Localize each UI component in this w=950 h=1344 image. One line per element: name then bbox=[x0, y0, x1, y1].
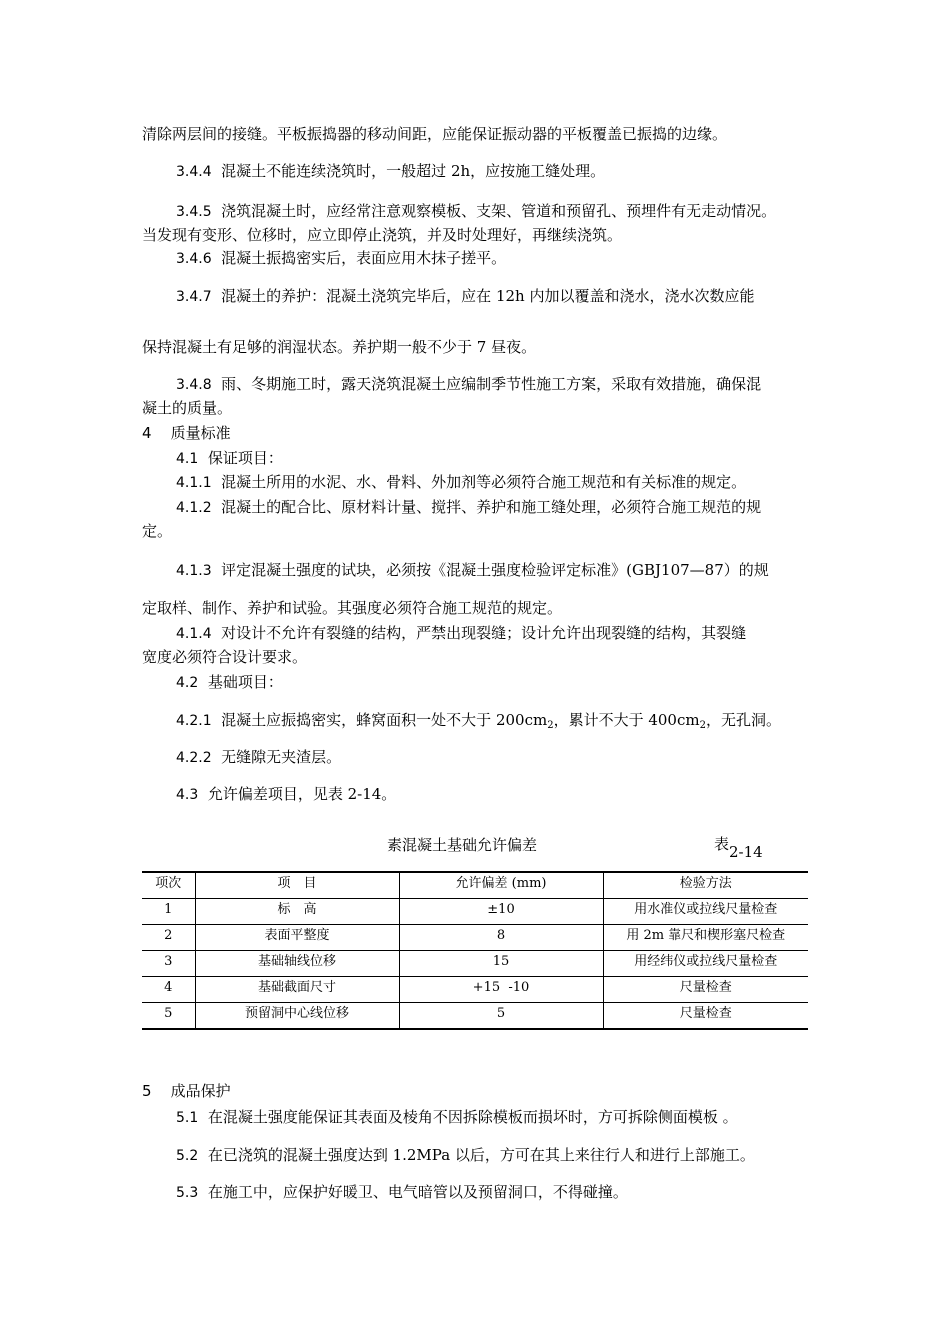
paragraph: 5.1 在混凝土强度能保证其表面及棱角不因拆除模板而损坏时，方可拆除侧面模板 。 bbox=[176, 1108, 738, 1126]
paragraph: 3.4.4 混凝土不能连续浇筑时，一般超过 2h，应按施工缝处理。 bbox=[176, 162, 606, 180]
paragraph: 4.1 保证项目： bbox=[176, 449, 283, 467]
table-cell: 用水准仪或拉线尺量检查 bbox=[603, 899, 808, 925]
paragraph: 4.1.1 混凝土所用的水泥、水、骨料、外加剂等必须符合施工规范和有关标准的规定。 bbox=[176, 473, 747, 491]
table-cell: 表面平整度 bbox=[195, 925, 399, 951]
paragraph-continuation: 定取样、制作、养护和试验。其强度必须符合施工规范的规定。 bbox=[142, 599, 563, 617]
table-cell: 15 bbox=[399, 951, 603, 977]
section-heading: 5 成品保护 bbox=[142, 1082, 231, 1100]
section-heading: 4 质量标准 bbox=[142, 424, 231, 442]
table-cell: 预留洞中心线位移 bbox=[195, 1003, 399, 1030]
table-cell: 2 bbox=[142, 925, 195, 951]
table-row bbox=[142, 977, 808, 1003]
table-header-row bbox=[142, 872, 808, 899]
paragraph: 4.1.3 评定混凝土强度的试块，必须按《混凝土强度检验评定标准》(GBJ107—87）的规 bbox=[176, 561, 769, 579]
table-cell: 标 高 bbox=[195, 899, 399, 925]
paragraph: 4.1.2 混凝土的配合比、原材料计量、搅拌、养护和施工缝处理，必须符合施工规范的规 bbox=[176, 498, 762, 516]
table-cell: 5 bbox=[142, 1003, 195, 1030]
paragraph: 清除两层间的接缝。平板振捣器的移动间距，应能保证振动器的平板覆盖已振捣的边缘。 bbox=[142, 125, 728, 143]
paragraph-continuation: 保持混凝土有足够的润湿状态。养护期一般不少于 7 昼夜。 bbox=[142, 338, 537, 356]
deviation-table bbox=[142, 871, 808, 1030]
table-cell: 5 bbox=[399, 1003, 603, 1030]
table-cell: +15 -10 bbox=[399, 977, 603, 1003]
table-label: 表2-14 bbox=[714, 835, 763, 861]
paragraph: 4.1.4 对设计不允许有裂缝的结构，严禁出现裂缝；设计允许出现裂缝的结构，其裂缝 bbox=[176, 624, 747, 642]
paragraph-continuation: 当发现有变形、位移时，应立即停止浇筑，并及时处理好，再继续浇筑。 bbox=[142, 226, 623, 244]
table-cell: 尺量检查 bbox=[603, 977, 808, 1003]
table-row bbox=[142, 1003, 808, 1030]
table-header-cell: 项 目 bbox=[195, 872, 399, 899]
paragraph: 4.2.1 混凝土应振捣密实，蜂窝面积一处不大于 $200cm_2$，累计不大于 $400cm_2$，无孔洞。 bbox=[176, 711, 781, 731]
table-header-cell: 检验方法 bbox=[603, 872, 808, 899]
table-row bbox=[142, 951, 808, 977]
paragraph: 3.4.7 混凝土的养护：混凝土浇筑完毕后，应在 12h 内加以覆盖和浇水，浇水次数应能 bbox=[176, 287, 755, 305]
table-row bbox=[142, 899, 808, 925]
table-cell: 基础轴线位移 bbox=[195, 951, 399, 977]
table-cell: 4 bbox=[142, 977, 195, 1003]
paragraph: 5.2 在已浇筑的混凝土强度达到 1.2MPa 以后，方可在其上来往行人和进行上部施工。 bbox=[176, 1146, 755, 1164]
table-cell: 用 2m 靠尺和楔形塞尺检查 bbox=[603, 925, 808, 951]
table-title: 素混凝土基础允许偏差 bbox=[387, 836, 538, 854]
paragraph-continuation: 凝土的质量。 bbox=[142, 399, 233, 417]
table-cell: ±10 bbox=[399, 899, 603, 925]
paragraph: 3.4.6 混凝土振捣密实后，表面应用木抹子搓平。 bbox=[176, 249, 507, 267]
table-cell: 尺量检查 bbox=[603, 1003, 808, 1030]
table-cell: 1 bbox=[142, 899, 195, 925]
paragraph: 4.3 允许偏差项目，见表 2-14。 bbox=[176, 785, 397, 803]
table-cell: 基础截面尺寸 bbox=[195, 977, 399, 1003]
paragraph: 4.2 基础项目： bbox=[176, 673, 283, 691]
paragraph-continuation: 宽度必须符合设计要求。 bbox=[142, 648, 308, 666]
paragraph: 5.3 在施工中，应保护好暖卫、电气暗管以及预留洞口，不得碰撞。 bbox=[176, 1183, 628, 1201]
paragraph: 3.4.8 雨、冬期施工时，露天浇筑混凝土应编制季节性施工方案，采取有效措施，确保混 bbox=[176, 375, 762, 393]
table-cell: 8 bbox=[399, 925, 603, 951]
table-cell: 3 bbox=[142, 951, 195, 977]
table-cell: 用经纬仪或拉线尺量检查 bbox=[603, 951, 808, 977]
paragraph-continuation: 定。 bbox=[142, 522, 173, 540]
paragraph: 3.4.5 浇筑混凝土时，应经常注意观察模板、支架、管道和预留孔、预埋件有无走动情况。 bbox=[176, 202, 777, 220]
paragraph: 4.2.2 无缝隙无夹渣层。 bbox=[176, 748, 342, 766]
table-row bbox=[142, 925, 808, 951]
table-header-cell: 项次 bbox=[142, 872, 195, 899]
table-header-cell: 允许偏差 (mm) bbox=[399, 872, 603, 899]
